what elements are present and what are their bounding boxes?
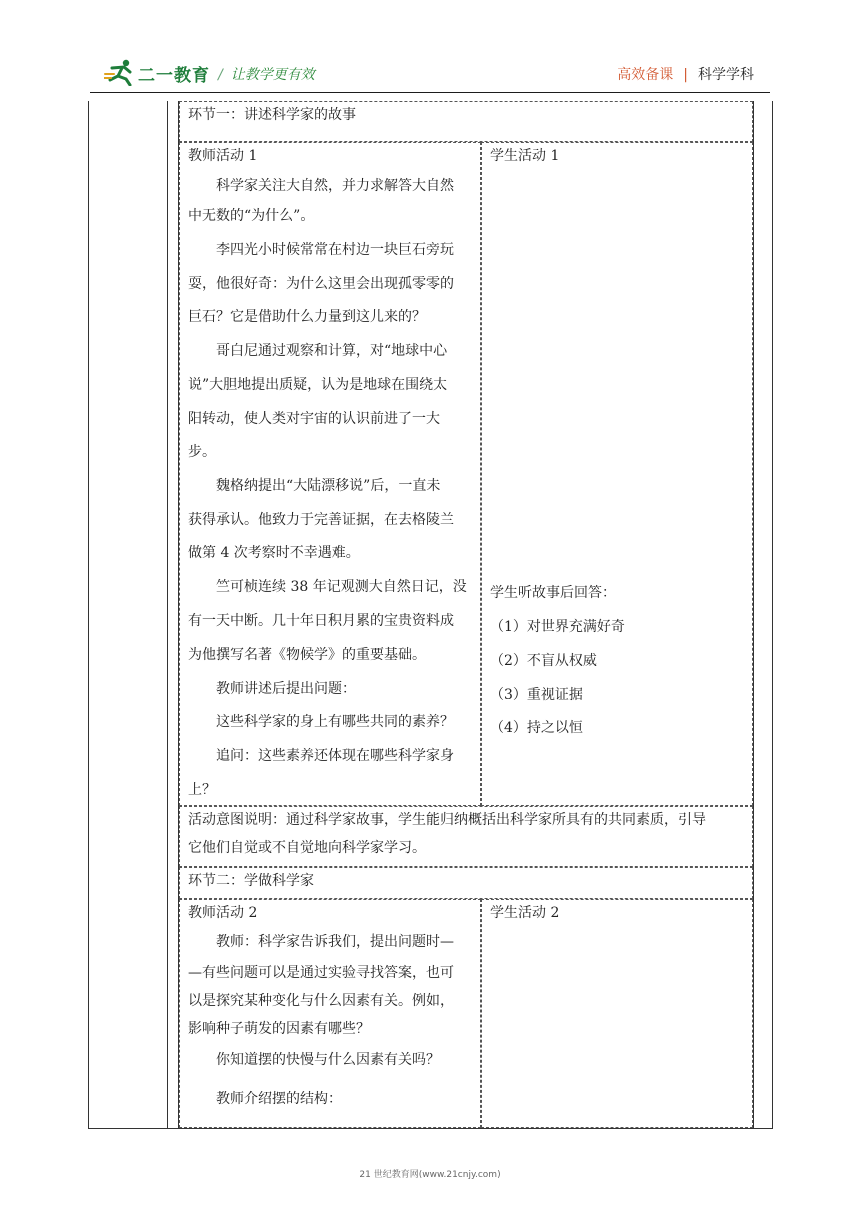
teacher-text-line: 教师：科学家告诉我们，提出问题时— <box>188 934 454 950</box>
teacher-text-line: 巨石？它是借助什么力量到这儿来的？ <box>188 309 426 325</box>
teacher-text-line: 科学家关注大自然，并力求解答大自然 <box>188 178 454 194</box>
slogan <box>218 64 315 84</box>
activity-intent-cell <box>179 806 753 867</box>
teacher-text-line: 以是探究某种变化与什么因素有关。例如， <box>188 993 454 1009</box>
teacher-text-line: 李四光小时候常常在村边一块巨石旁玩 <box>188 242 454 258</box>
teacher-text-line: 步。 <box>188 444 216 460</box>
brand-label: 高效备课 <box>617 67 674 83</box>
intent-text-line: 它他们自觉或不自觉地向科学家学习。 <box>188 840 426 856</box>
teacher-text-line: 这些科学家的身上有哪些共同的素养？ <box>188 714 454 730</box>
slogan-separator: / <box>218 67 223 83</box>
teacher-text-line: 魏格纳提出“大陆漂移说”后，一直未 <box>188 478 441 494</box>
teacher-text-line: 教师讲述后提出问题： <box>188 681 356 697</box>
section2-student-cell <box>481 899 753 1128</box>
teacher-text-line: 中无数的“为什么”。 <box>188 208 315 224</box>
student-answer-line: （2）不盲从权威 <box>490 653 597 669</box>
teacher-text-line: 说”大胆地提出质疑，认为是地球在围绕太 <box>188 377 448 393</box>
header-right <box>617 64 754 84</box>
section1-student-cell <box>481 142 753 806</box>
teacher-activity-1-label: 教师活动 1 <box>188 148 258 164</box>
teacher-text-line: 上？ <box>188 782 216 798</box>
teacher-text-line: 耍，他很好奇：为什么这里会出现孤零零的 <box>188 276 454 292</box>
section2-title: 环节二：学做科学家 <box>188 873 314 889</box>
teacher-text-line: 阳转动，使人类对宇宙的认识前进了一大 <box>188 411 440 427</box>
page-footer: 21 世纪教育网(www.21cnjy.com) <box>359 1170 501 1180</box>
section1-title: 环节一：讲述科学家的故事 <box>188 107 356 123</box>
teacher-text-line: 哥白尼通过观察和计算，对“地球中心 <box>188 343 448 359</box>
brand-logo <box>104 58 216 86</box>
header-divider: | <box>683 67 688 83</box>
runner-logo-icon <box>104 58 138 86</box>
student-activity-1-label: 学生活动 1 <box>490 148 560 164</box>
teacher-text-line: 有一天中断。几十年日积月累的宝贵资料成 <box>188 613 454 629</box>
intent-text-line: 活动意图说明：通过科学家故事，学生能归纳概括出科学家所具有的共同素质，引导 <box>188 812 706 828</box>
teacher-text-line: 获得承认。他致力于完善证据，在去格陵兰 <box>188 512 454 528</box>
student-answer-line: （1）对世界充满好奇 <box>490 619 625 635</box>
teacher-text-line: 教师介绍摆的结构： <box>188 1091 342 1107</box>
section1-teacher-cell <box>179 142 481 806</box>
teacher-text-line: 你知道摆的快慢与什么因素有关吗？ <box>188 1052 440 1068</box>
teacher-text-line: 竺可桢连续 38 年记观测大自然日记，没 <box>188 579 467 595</box>
teacher-text-line: —有些问题可以是通过实验寻找答案，也可 <box>188 965 454 981</box>
table-column-divider-right <box>753 101 754 1128</box>
section1-title-cell <box>179 101 753 142</box>
table-column-divider <box>167 101 168 1128</box>
section2-title-cell <box>179 867 753 899</box>
section2-teacher-cell <box>179 899 481 1128</box>
student-answer-line: （4）持之以恒 <box>490 720 583 736</box>
teacher-text-line: 做第 4 次考察时不幸遇难。 <box>188 545 360 561</box>
teacher-text-line: 追问：这些素养还体现在哪些科学家身 <box>188 748 454 764</box>
student-activity-2-label: 学生活动 2 <box>490 905 560 921</box>
student-answer-line: 学生听故事后回答： <box>490 585 616 601</box>
logo-text: 二一教育 <box>138 66 210 86</box>
teacher-activity-2-label: 教师活动 2 <box>188 905 258 921</box>
subject-label: 科学学科 <box>698 67 754 83</box>
header-rule <box>90 92 770 93</box>
teacher-text-line: 影响种子萌发的因素有哪些？ <box>188 1021 370 1037</box>
page-header <box>0 0 860 100</box>
teacher-text-line: 为他撰写名著《物候学》的重要基础。 <box>188 647 426 663</box>
slogan-text: 让教学更有效 <box>230 67 315 83</box>
student-answer-line: （3）重视证据 <box>490 687 583 703</box>
